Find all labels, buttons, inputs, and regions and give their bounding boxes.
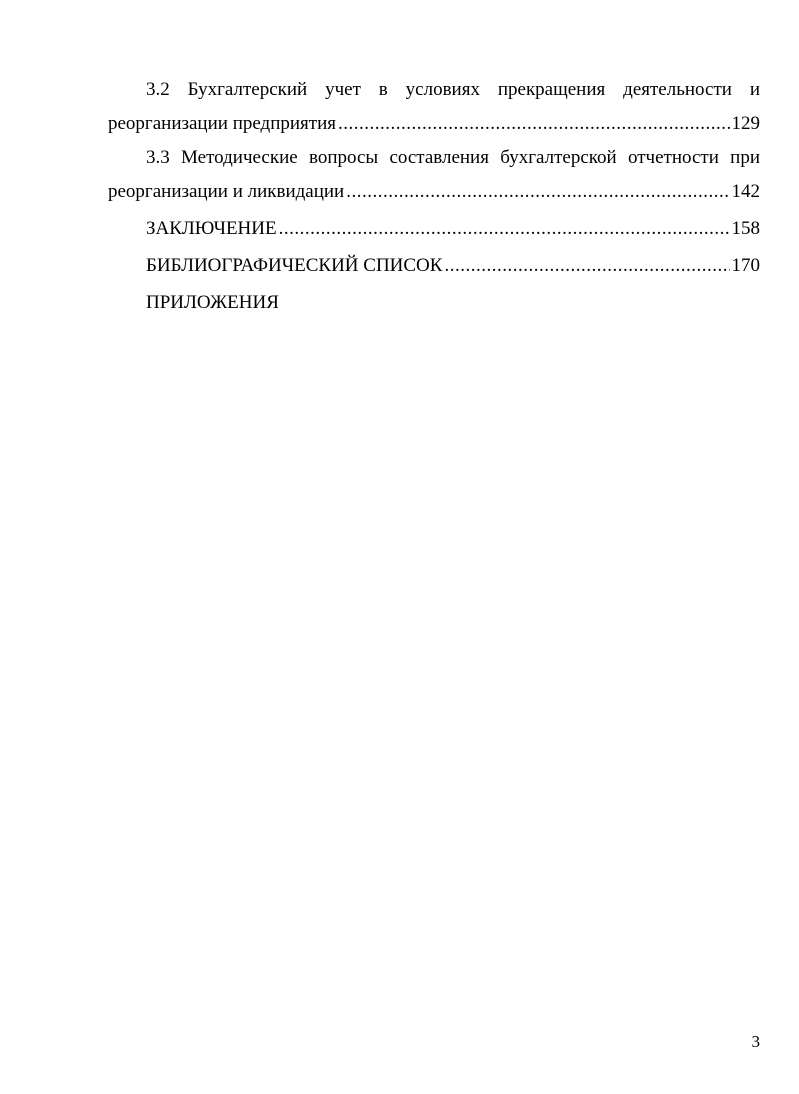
toc-entry-appendices[interactable] xyxy=(108,286,760,320)
toc-entry-3-2[interactable] xyxy=(108,73,760,141)
toc-entry-title-continuation: реорганизации и ликвидации xyxy=(108,181,345,202)
toc-page-number: 129 xyxy=(731,113,760,134)
dot-leader xyxy=(346,175,729,209)
table-of-contents xyxy=(108,73,760,320)
toc-entry-conclusion[interactable] xyxy=(108,212,760,246)
dot-leader xyxy=(279,212,730,246)
toc-page-number: 142 xyxy=(731,181,760,202)
page-number: 3 xyxy=(751,1032,760,1051)
toc-entry-title: БИБЛИОГРАФИЧЕСКИЙ СПИСОК xyxy=(146,255,443,276)
dot-leader xyxy=(444,249,729,283)
toc-entry-title-continuation: реорганизации предприятия xyxy=(108,113,336,134)
toc-page-number: 158 xyxy=(731,218,760,239)
toc-entry-title: ЗАКЛЮЧЕНИЕ xyxy=(146,218,277,239)
toc-entry-title-line-1: 3.3 Методические вопросы составления бухгалтерской отчетности при xyxy=(146,147,760,168)
toc-entry-title-line-1: 3.2 Бухгалтерский учет в условиях прекращения деятельности и xyxy=(146,79,760,100)
toc-entry-title: ПРИЛОЖЕНИЯ xyxy=(146,292,279,313)
dot-leader xyxy=(338,107,730,141)
toc-entry-title-line-2 xyxy=(108,107,760,141)
toc-entry-bibliography[interactable] xyxy=(108,249,760,283)
toc-entry-title-line-2 xyxy=(108,175,760,209)
toc-entry-3-3[interactable] xyxy=(108,141,760,209)
toc-page-number: 170 xyxy=(731,255,760,276)
